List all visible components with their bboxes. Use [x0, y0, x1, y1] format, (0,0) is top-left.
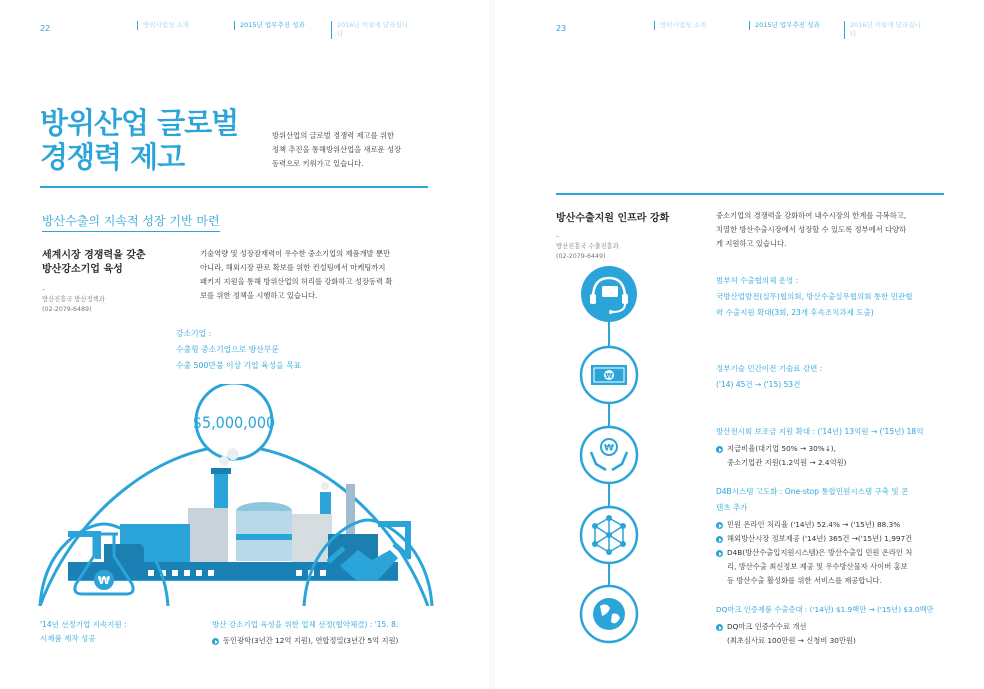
body-line: 아니라, 해외시장 판로 확보를 위한 컨설팅에서 마케팅까지	[200, 263, 386, 272]
body-line: 패키지 지원을 통해 방위산업의 허리를 강화하고 성장동력 확	[200, 277, 393, 286]
subsection-heading	[556, 212, 706, 262]
block-bullet-cont: 등 방산수출 활성화를 위한 서비스를 제공합니다.	[727, 576, 882, 585]
caption-line: 방산 강소기업 육성을 위한 업체 선정(협약체결) : '15. 8.	[212, 620, 399, 629]
headset-icon	[581, 266, 637, 322]
divider	[40, 186, 428, 188]
text-column	[716, 209, 956, 251]
header-nav-item-1[interactable]: 방위사업청 소개	[137, 21, 217, 30]
hands-coin-icon	[581, 427, 637, 483]
intro-text	[272, 129, 430, 171]
header-nav-item-2[interactable]: 2015년 업무추진 성과	[749, 21, 829, 30]
callout-line: 수출형 중소기업으로 방산부문	[176, 345, 279, 354]
won-symbol: ₩	[97, 574, 111, 587]
page-number: 22	[40, 24, 51, 33]
right-page	[492, 0, 984, 689]
right-caption	[212, 618, 440, 648]
money-circle	[193, 384, 275, 459]
contact-phone: (02-2079-6489)	[42, 306, 92, 313]
callout-text	[176, 326, 376, 374]
block-bullet: 민원 온라인 처리율 ('14년) 52.4% → ('15년) 88.3%	[716, 518, 964, 532]
block-line: 국방산업발전(실무)협의회, 방산수출실무협의회 통한 민관협	[716, 292, 913, 301]
header-nav-item-2[interactable]: 2015년 업무추진 성과	[234, 21, 314, 30]
callout-line: 강소기업 :	[176, 329, 212, 338]
caption-bullet: 동인광학(3년간 12억 지원), 연합정밀(3년간 5억 지원)	[212, 634, 440, 648]
money-label: $5,000,000	[192, 413, 276, 432]
banknote-icon	[581, 347, 637, 403]
intro-line: 동력으로 키워가고 있습니다.	[272, 159, 364, 168]
contact-dash: –	[42, 286, 46, 293]
intro-line: 방위산업의 글로벌 경쟁력 제고를 위한	[272, 131, 395, 140]
intro-line: 게 지원하고 있습니다.	[716, 239, 787, 248]
title-line: 경쟁력 제고	[40, 140, 185, 174]
subheading-line: 세계시장 경쟁력을 갖춘	[42, 250, 146, 261]
block-line: 력 수출지원 확대(3회, 23개 후속조치과제 도출)	[716, 308, 874, 317]
section-title: 방산수출의 지속적 성장 기반 마련	[42, 212, 220, 232]
block-bullet-cont: 중소기업관 지원(1.2억원 → 2.4억원)	[727, 458, 847, 467]
block-line: 범부처 수출협의체 운영 :	[716, 276, 799, 285]
network-icon	[581, 507, 637, 563]
block-bullet-cont: (최초심사료 100만원 → 신청비 30만원)	[727, 636, 856, 645]
won-symbol: ₩	[605, 372, 613, 380]
block-line: 정부기술 민간이전 기술료 감면 :	[716, 364, 823, 373]
block-export-council	[716, 273, 960, 321]
body-line: 보를 위한 정책을 시행하고 있습니다.	[200, 291, 318, 300]
header-nav-item-3[interactable]: 2016년 이렇게 달라집니다	[331, 21, 411, 39]
globe-icon	[581, 586, 637, 642]
callout-line: 수출 500만불 이상 기업 육성을 목표	[176, 361, 302, 370]
subsection-heading	[42, 249, 192, 315]
block-bullet: 지급비율(대기업 50% → 30%↓),	[716, 442, 964, 456]
header-nav-item-3[interactable]: 2016년 이렇게 달라집니다	[844, 21, 924, 39]
body-text	[200, 247, 432, 303]
divider	[556, 193, 944, 195]
left-caption	[40, 618, 200, 646]
block-d4b	[716, 484, 964, 588]
block-title: 방산전시회 보조금 지원 확대 : ('14년) 13억원 → ('15년) 18억	[716, 427, 924, 436]
block-exhibition-subsidy	[716, 424, 964, 470]
block-bullet-cont: 리, 방산수출 최신정보 제공 및 우수방산물자 사이버 홍보	[727, 562, 908, 571]
contact-dept: 방산진흥국 방산정책과	[42, 296, 105, 303]
block-bullet: DQ마크 인증수수료 개선	[716, 620, 964, 634]
block-bullet: D4B(방산수출입지원시스템)은 방산수출입 민원 온라인 처	[716, 546, 964, 560]
intro-line: 치열한 방산수출시장에서 성장할 수 있도록 정부에서 다양하	[716, 225, 907, 234]
caption-line: 시제품 제작 성공	[40, 634, 96, 643]
page-number: 23	[556, 24, 567, 33]
page-title	[40, 106, 238, 174]
block-tech-transfer	[716, 361, 960, 393]
block-line: ('14) 45건 → ('15) 53건	[716, 380, 801, 389]
header-nav-item-1[interactable]: 방위사업청 소개	[654, 21, 734, 30]
won-symbol: ₩	[604, 443, 614, 454]
factory-illustration	[28, 384, 458, 606]
subheading: 방산수출지원 인프라 강화	[556, 213, 670, 224]
intro-line: 정책 추진을 통해방위산업을 새로운 성장	[272, 145, 402, 154]
block-bullet: 해외방산시장 정보제공 ('14년) 365건 →('15년) 1,997건	[716, 532, 964, 546]
block-title: 텐츠 추가	[716, 503, 748, 512]
block-title: D4B시스템 고도화 : One-stop 통합민원시스템 구축 및 콘	[716, 487, 909, 496]
contact-dept: 방산진흥국 수출진흥과	[556, 243, 619, 250]
title-line: 방위산업 글로벌	[40, 106, 239, 140]
block-dq-mark	[716, 602, 964, 648]
contact-dash: –	[556, 233, 560, 240]
contact-phone: (02-2079-6449)	[556, 253, 606, 260]
intro-text	[716, 209, 956, 251]
icon-chain	[578, 264, 640, 644]
body-line: 기술역량 및 성장잠재력이 우수한 중소기업의 제품개발 뿐만	[200, 249, 391, 258]
intro-line: 중소기업의 경쟁력을 강화하여 내수시장의 한계를 극복하고,	[716, 211, 907, 220]
caption-line: '14년 선정기업 지속지원 :	[40, 620, 127, 629]
subheading-line: 방산강소기업 육성	[42, 264, 123, 275]
block-title: DQ마크 인증제품 수출증대 : ('14년) $1.9백만 → ('15년) $3.0백만	[716, 605, 934, 614]
